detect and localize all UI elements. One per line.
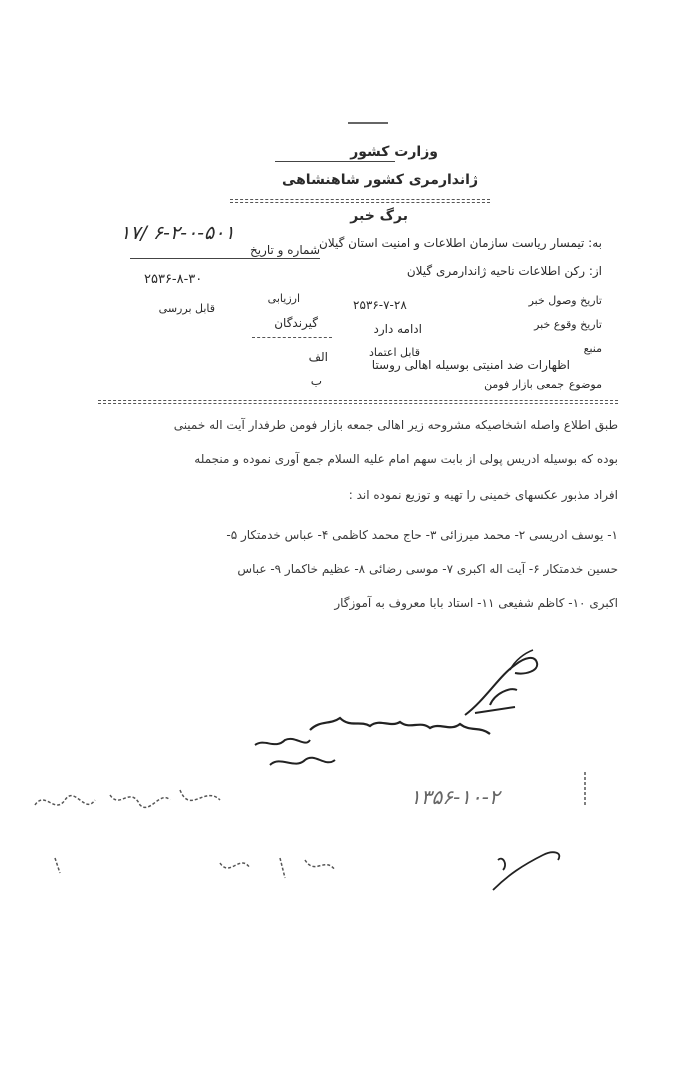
body-line-4: ۱- یوسف ادریسی ۲- محمد میرزائی ۳- حاج محمد کاظمی ۴- عباس خدمتکار ۵- — [226, 528, 618, 542]
body-line-3: افراد مذبور عکسهای خمینی را تهیه و توزیع نموده اند : — [348, 488, 618, 502]
handwritten-note-bottom — [40, 838, 360, 888]
handwritten-date: ۲۵۳۶-۸-۳۰ — [144, 272, 203, 287]
footer-area — [0, 1020, 700, 1087]
field-subject-label: موضوع — [568, 378, 602, 391]
body-line-6: اکبری ۱۰- کاظم شفیعی ۱۱- استاد بابا معروف به آموزگار — [334, 596, 618, 610]
form-title: برگ خبر — [350, 208, 408, 224]
signature-3 — [488, 840, 568, 900]
handwritten-date-bottom: ۱۳۵۶-۱۰-۲ — [410, 785, 500, 809]
header-divider-1 — [230, 199, 490, 200]
body-line-2: بوده که بوسیله ادریس پولی از بابت سهم امام علیه السلام جمع آوری نموده و منجمله — [194, 452, 618, 466]
grade-a: الف — [308, 350, 328, 364]
number-underline — [130, 258, 320, 259]
evaluation-heading: ارزیابی — [267, 292, 300, 305]
body-line-5: حسین خدمتکار ۶- آیت اله اکبری ۷- موسی رضائی ۸- عظیم خاکمار ۹- عباس — [237, 562, 618, 576]
body-divider-2 — [98, 403, 618, 404]
recipients-underline — [252, 337, 332, 338]
body-line-1: طبق اطلاع واصله اشخاصیکه مشروحه زیر اهالی جمعه بازار فومن طرفدار آیت اله خمینی — [173, 418, 618, 432]
evaluation-value: قابل بررسی — [158, 302, 215, 315]
number-label: شماره و تاریخ — [249, 243, 320, 257]
handwritten-note-left — [30, 770, 230, 830]
signature-2 — [250, 710, 500, 780]
document-number: ۱۷/ ۶-۲-۰-۵۰۱ — [120, 222, 235, 244]
addressee-line: به: تیمسار ریاست سازمان اطلاعات و امنیت استان گیلان — [319, 236, 602, 250]
field-received-value: ۲۵۳۶-۷-۲۸ — [353, 298, 407, 312]
body-divider-1 — [98, 400, 618, 401]
field-source-label: منبع — [583, 342, 602, 355]
recipients-label: گیرندگان — [274, 316, 318, 330]
field-source-value: قابل اعتماد — [368, 346, 420, 359]
grade-b: ب — [310, 374, 322, 388]
field-subject-value: اظهارات ضد امنیتی بوسیله اهالی روستا — [371, 358, 570, 372]
handwritten-mark-right — [575, 770, 595, 810]
field-occurred-value: ادامه دارد — [373, 322, 422, 336]
field-received-label: تاریخ وصول خبر — [528, 294, 602, 307]
ministry-heading: وزارت کشور — [350, 144, 438, 160]
field-occurred-label: تاریخ وقوع خبر — [534, 318, 602, 331]
subject-location: جمعی بازار فومن — [484, 378, 564, 391]
gendarmerie-heading: ژاندارمری کشور شاهنشاهی — [281, 172, 478, 188]
from-line: از: رکن اطلاعات ناحیه ژاندارمری گیلان — [406, 264, 602, 278]
ministry-underline — [275, 161, 395, 162]
header-divider-2 — [230, 202, 490, 203]
top-stamp-mark — [348, 122, 388, 130]
